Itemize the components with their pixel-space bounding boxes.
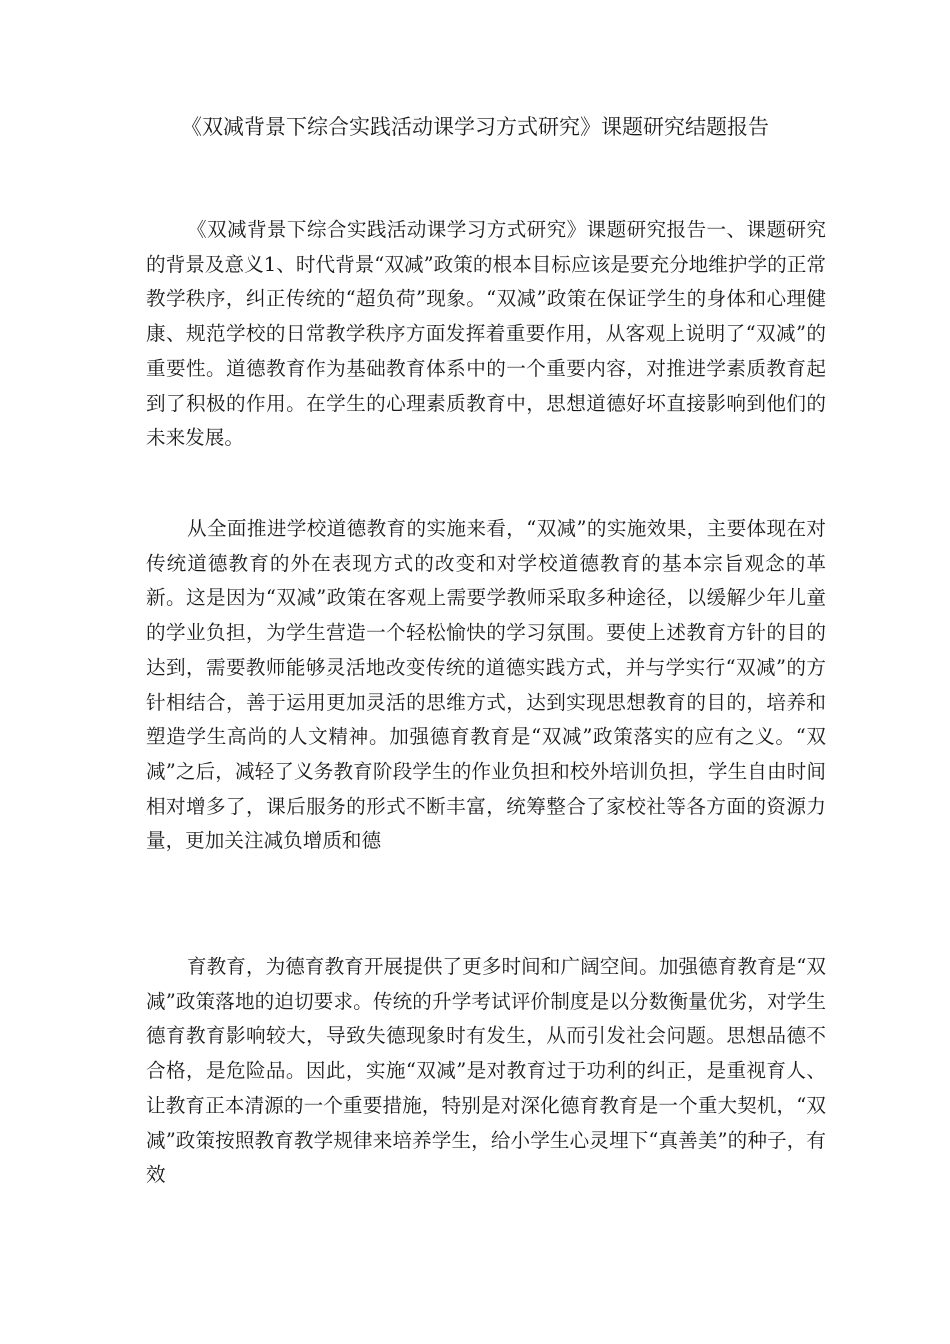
paragraph-moral-education: 育教育，为德育教育开展提供了更多时间和广阔空间。加强德育教育是“双减”政策落地的迫切要求。传统的升学考试评价制度是以分数衡量优劣，对学生德育教育影响较大，导致失德现象时有发生，从而引发社会问题。思想品德不合格，是危险品。因此，实施“双减”是对教育过于功利的纠正，是重视育人、让教育正本清源的一个重要措施，特别是对深化德育教育是一个重大契机，“双减”政策按照教育教学规律来培养学生，给小学生心灵埋下“真善美”的种子，有效: [146, 955, 826, 1187]
document-title: 《双减背景下综合实践活动课学习方式研究》课题研究结题报告: [181, 115, 769, 139]
paragraph-background: 《双减背景下综合实践活动课学习方式研究》课题研究报告一、课题研究的背景及意义1、时代背景“双减”政策的根本目标应该是要充分地维护学的正常教学秩序，纠正传统的“超负荷”现象。“双减”政策在保证学生的身体和心理健康、规范学校的日常教学秩序方面发挥着重要作用，从客观上说明了“双减”的重要性。道德教育作为基础教育体系中的一个重要内容，对推进学素质教育起到了积极的作用。在学生的心理素质教育中，思想道德好坏直接影响到他们的未来发展。: [146, 218, 826, 450]
paragraph-implementation: 从全面推进学校道德教育的实施来看，“双减”的实施效果，主要体现在对传统道德教育的外在表现方式的改变和对学校道德教育的基本宗旨观念的革新。这是因为“双减”政策在客观上需要学教师采取多种途径，以缓解少年儿童的学业负担，为学生营造一个轻松愉快的学习氛围。要使上述教育方针的目的达到，需要教师能够灵活地改变传统的道德实践方式，并与学实行“双减”的方针相结合，善于运用更加灵活的思维方式，达到实现思想教育的目的，培养和塑造学生高尚的人文精神。加强德育教育是“双减”政策落实的应有之义。“双减”之后，减轻了义务教育阶段学生的作业负担和校外培训负担，学生自由时间相对增多了，课后服务的形式不断丰富，统筹整合了家校社等各方面的资源力量，更加关注减负增质和德: [146, 517, 826, 853]
